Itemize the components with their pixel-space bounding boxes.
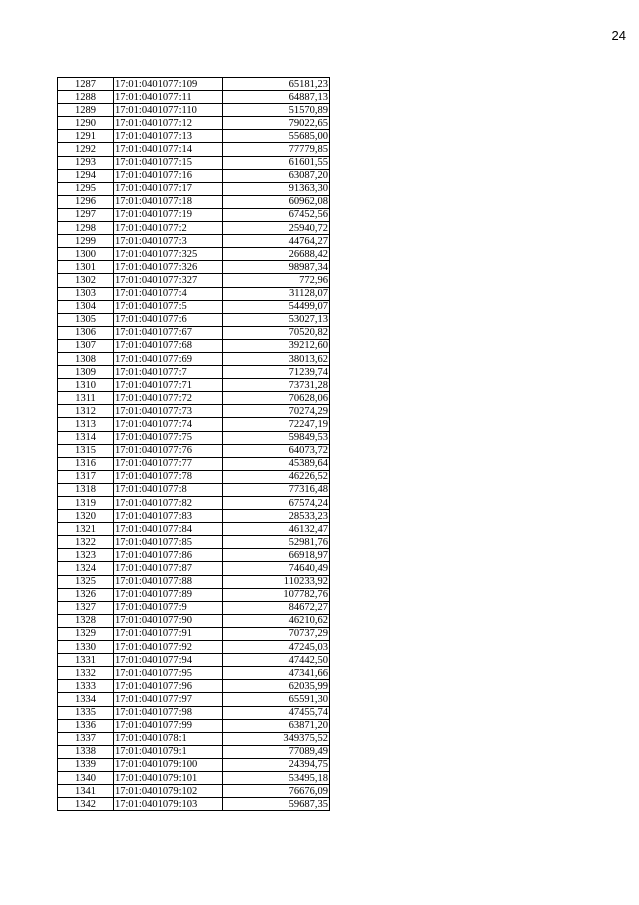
value-cell: 53495,18 — [223, 771, 330, 784]
cadastral-id-cell: 17:01:0401077:88 — [114, 575, 223, 588]
row-number-cell: 1298 — [58, 222, 114, 235]
cadastral-id-cell: 17:01:0401077:18 — [114, 195, 223, 208]
table-row — [58, 575, 330, 588]
value-cell: 76676,09 — [223, 785, 330, 798]
row-number-cell: 1299 — [58, 235, 114, 248]
value-cell: 46226,52 — [223, 470, 330, 483]
table-row — [58, 274, 330, 287]
table-row — [58, 78, 330, 91]
cadastral-id-cell: 17:01:0401077:73 — [114, 405, 223, 418]
value-cell: 51570,89 — [223, 104, 330, 117]
table-row — [58, 182, 330, 195]
table-row — [58, 483, 330, 496]
cadastral-id-cell: 17:01:0401077:7 — [114, 366, 223, 379]
cadastral-id-cell: 17:01:0401077:90 — [114, 614, 223, 627]
cadastral-id-cell: 17:01:0401078:1 — [114, 732, 223, 745]
value-cell: 66918,97 — [223, 549, 330, 562]
row-number-cell: 1333 — [58, 680, 114, 693]
row-number-cell: 1311 — [58, 392, 114, 405]
value-cell: 53027,13 — [223, 313, 330, 326]
row-number-cell: 1319 — [58, 497, 114, 510]
cadastral-id-cell: 17:01:0401077:327 — [114, 274, 223, 287]
row-number-cell: 1316 — [58, 457, 114, 470]
table-row — [58, 641, 330, 654]
row-number-cell: 1338 — [58, 745, 114, 758]
table-row — [58, 156, 330, 169]
cadastral-id-cell: 17:01:0401077:12 — [114, 117, 223, 130]
table-row — [58, 208, 330, 221]
cadastral-id-cell: 17:01:0401077:78 — [114, 470, 223, 483]
cadastral-id-cell: 17:01:0401077:82 — [114, 497, 223, 510]
row-number-cell: 1339 — [58, 758, 114, 771]
table-row — [58, 261, 330, 274]
value-cell: 44764,27 — [223, 235, 330, 248]
value-cell: 47442,50 — [223, 654, 330, 667]
row-number-cell: 1305 — [58, 313, 114, 326]
cadastral-id-cell: 17:01:0401077:89 — [114, 588, 223, 601]
row-number-cell: 1336 — [58, 719, 114, 732]
row-number-cell: 1296 — [58, 195, 114, 208]
table-row — [58, 549, 330, 562]
table-row — [58, 523, 330, 536]
value-cell: 70737,29 — [223, 627, 330, 640]
row-number-cell: 1342 — [58, 798, 114, 811]
value-cell: 772,96 — [223, 274, 330, 287]
cadastral-id-cell: 17:01:0401077:83 — [114, 510, 223, 523]
page-number: 24 — [611, 28, 626, 43]
table-row — [58, 300, 330, 313]
value-cell: 62035,99 — [223, 680, 330, 693]
cadastral-id-cell: 17:01:0401077:326 — [114, 261, 223, 274]
table-row — [58, 130, 330, 143]
value-cell: 63087,20 — [223, 169, 330, 182]
value-cell: 65591,30 — [223, 693, 330, 706]
table-row — [58, 287, 330, 300]
cadastral-id-cell: 17:01:0401077:109 — [114, 78, 223, 91]
row-number-cell: 1329 — [58, 627, 114, 640]
table-row — [58, 745, 330, 758]
row-number-cell: 1287 — [58, 78, 114, 91]
cadastral-id-cell: 17:01:0401077:14 — [114, 143, 223, 156]
cadastral-id-cell: 17:01:0401079:1 — [114, 745, 223, 758]
cadastral-id-cell: 17:01:0401079:101 — [114, 771, 223, 784]
table-row — [58, 680, 330, 693]
cadastral-id-cell: 17:01:0401077:91 — [114, 627, 223, 640]
table-row — [58, 510, 330, 523]
cadastral-value-table — [57, 77, 330, 811]
row-number-cell: 1326 — [58, 588, 114, 601]
cadastral-id-cell: 17:01:0401077:4 — [114, 287, 223, 300]
table-row — [58, 418, 330, 431]
table-row — [58, 366, 330, 379]
value-cell: 59687,35 — [223, 798, 330, 811]
value-cell: 55685,00 — [223, 130, 330, 143]
cadastral-id-cell: 17:01:0401077:75 — [114, 431, 223, 444]
table-row — [58, 339, 330, 352]
cadastral-id-cell: 17:01:0401079:102 — [114, 785, 223, 798]
cadastral-id-cell: 17:01:0401077:77 — [114, 457, 223, 470]
cadastral-id-cell: 17:01:0401077:96 — [114, 680, 223, 693]
row-number-cell: 1308 — [58, 352, 114, 365]
row-number-cell: 1289 — [58, 104, 114, 117]
table-row — [58, 719, 330, 732]
table-row — [58, 444, 330, 457]
cadastral-id-cell: 17:01:0401077:11 — [114, 91, 223, 104]
row-number-cell: 1288 — [58, 91, 114, 104]
cadastral-id-cell: 17:01:0401077:99 — [114, 719, 223, 732]
value-cell: 77316,48 — [223, 483, 330, 496]
row-number-cell: 1310 — [58, 379, 114, 392]
value-cell: 79022,65 — [223, 117, 330, 130]
cadastral-id-cell: 17:01:0401077:6 — [114, 313, 223, 326]
row-number-cell: 1291 — [58, 130, 114, 143]
value-cell: 110233,92 — [223, 575, 330, 588]
table-row — [58, 732, 330, 745]
cadastral-id-cell: 17:01:0401077:110 — [114, 104, 223, 117]
table-row — [58, 235, 330, 248]
table-row — [58, 169, 330, 182]
cadastral-id-cell: 17:01:0401077:17 — [114, 182, 223, 195]
value-cell: 77089,49 — [223, 745, 330, 758]
row-number-cell: 1306 — [58, 326, 114, 339]
table-row — [58, 798, 330, 811]
value-cell: 39212,60 — [223, 339, 330, 352]
row-number-cell: 1300 — [58, 248, 114, 261]
row-number-cell: 1295 — [58, 182, 114, 195]
cadastral-id-cell: 17:01:0401077:72 — [114, 392, 223, 405]
cadastral-id-cell: 17:01:0401079:103 — [114, 798, 223, 811]
value-cell: 26688,42 — [223, 248, 330, 261]
value-cell: 24394,75 — [223, 758, 330, 771]
row-number-cell: 1322 — [58, 536, 114, 549]
value-cell: 38013,62 — [223, 352, 330, 365]
table-row — [58, 497, 330, 510]
value-cell: 47455,74 — [223, 706, 330, 719]
row-number-cell: 1320 — [58, 510, 114, 523]
cadastral-id-cell: 17:01:0401077:68 — [114, 339, 223, 352]
row-number-cell: 1317 — [58, 470, 114, 483]
value-cell: 70274,29 — [223, 405, 330, 418]
table-row — [58, 771, 330, 784]
row-number-cell: 1307 — [58, 339, 114, 352]
table-row — [58, 785, 330, 798]
table-row — [58, 667, 330, 680]
row-number-cell: 1332 — [58, 667, 114, 680]
row-number-cell: 1290 — [58, 117, 114, 130]
row-number-cell: 1303 — [58, 287, 114, 300]
row-number-cell: 1315 — [58, 444, 114, 457]
table-row — [58, 457, 330, 470]
value-cell: 107782,76 — [223, 588, 330, 601]
value-cell: 28533,23 — [223, 510, 330, 523]
table-row — [58, 117, 330, 130]
cadastral-id-cell: 17:01:0401077:19 — [114, 208, 223, 221]
cadastral-id-cell: 17:01:0401077:2 — [114, 222, 223, 235]
table-row — [58, 248, 330, 261]
value-cell: 54499,07 — [223, 300, 330, 313]
cadastral-id-cell: 17:01:0401077:9 — [114, 601, 223, 614]
row-number-cell: 1294 — [58, 169, 114, 182]
cadastral-id-cell: 17:01:0401077:95 — [114, 667, 223, 680]
cadastral-id-cell: 17:01:0401079:100 — [114, 758, 223, 771]
value-cell: 91363,30 — [223, 182, 330, 195]
value-cell: 77779,85 — [223, 143, 330, 156]
value-cell: 72247,19 — [223, 418, 330, 431]
value-cell: 74640,49 — [223, 562, 330, 575]
table-row — [58, 352, 330, 365]
value-cell: 67574,24 — [223, 497, 330, 510]
value-cell: 46132,47 — [223, 523, 330, 536]
value-cell: 47245,03 — [223, 641, 330, 654]
row-number-cell: 1302 — [58, 274, 114, 287]
row-number-cell: 1312 — [58, 405, 114, 418]
cadastral-id-cell: 17:01:0401077:86 — [114, 549, 223, 562]
row-number-cell: 1321 — [58, 523, 114, 536]
row-number-cell: 1318 — [58, 483, 114, 496]
table-row — [58, 536, 330, 549]
table-row — [58, 758, 330, 771]
table-body — [58, 78, 330, 811]
cadastral-id-cell: 17:01:0401077:69 — [114, 352, 223, 365]
cadastral-id-cell: 17:01:0401077:5 — [114, 300, 223, 313]
row-number-cell: 1314 — [58, 431, 114, 444]
table-row — [58, 601, 330, 614]
row-number-cell: 1328 — [58, 614, 114, 627]
row-number-cell: 1335 — [58, 706, 114, 719]
row-number-cell: 1293 — [58, 156, 114, 169]
table-row — [58, 470, 330, 483]
value-cell: 59849,53 — [223, 431, 330, 444]
cadastral-id-cell: 17:01:0401077:325 — [114, 248, 223, 261]
table-row — [58, 614, 330, 627]
cadastral-id-cell: 17:01:0401077:97 — [114, 693, 223, 706]
cadastral-id-cell: 17:01:0401077:74 — [114, 418, 223, 431]
cadastral-id-cell: 17:01:0401077:84 — [114, 523, 223, 536]
row-number-cell: 1313 — [58, 418, 114, 431]
value-cell: 65181,23 — [223, 78, 330, 91]
table-row — [58, 326, 330, 339]
value-cell: 31128,07 — [223, 287, 330, 300]
table-row — [58, 143, 330, 156]
row-number-cell: 1297 — [58, 208, 114, 221]
row-number-cell: 1323 — [58, 549, 114, 562]
table-row — [58, 588, 330, 601]
value-cell: 67452,56 — [223, 208, 330, 221]
row-number-cell: 1337 — [58, 732, 114, 745]
value-cell: 52981,76 — [223, 536, 330, 549]
value-cell: 84672,27 — [223, 601, 330, 614]
row-number-cell: 1324 — [58, 562, 114, 575]
row-number-cell: 1292 — [58, 143, 114, 156]
value-cell: 25940,72 — [223, 222, 330, 235]
table-row — [58, 313, 330, 326]
cadastral-id-cell: 17:01:0401077:3 — [114, 235, 223, 248]
cadastral-id-cell: 17:01:0401077:94 — [114, 654, 223, 667]
table-row — [58, 91, 330, 104]
row-number-cell: 1304 — [58, 300, 114, 313]
table-row — [58, 195, 330, 208]
cadastral-id-cell: 17:01:0401077:98 — [114, 706, 223, 719]
cadastral-id-cell: 17:01:0401077:67 — [114, 326, 223, 339]
table-row — [58, 392, 330, 405]
cadastral-id-cell: 17:01:0401077:16 — [114, 169, 223, 182]
row-number-cell: 1301 — [58, 261, 114, 274]
value-cell: 349375,52 — [223, 732, 330, 745]
value-cell: 70520,82 — [223, 326, 330, 339]
table-row — [58, 706, 330, 719]
value-cell: 47341,66 — [223, 667, 330, 680]
cadastral-id-cell: 17:01:0401077:85 — [114, 536, 223, 549]
table-row — [58, 431, 330, 444]
table-row — [58, 405, 330, 418]
value-cell: 60962,08 — [223, 195, 330, 208]
cadastral-id-cell: 17:01:0401077:87 — [114, 562, 223, 575]
cadastral-id-cell: 17:01:0401077:13 — [114, 130, 223, 143]
table-row — [58, 693, 330, 706]
value-cell: 63871,20 — [223, 719, 330, 732]
value-cell: 64073,72 — [223, 444, 330, 457]
row-number-cell: 1325 — [58, 575, 114, 588]
row-number-cell: 1340 — [58, 771, 114, 784]
row-number-cell: 1309 — [58, 366, 114, 379]
row-number-cell: 1330 — [58, 641, 114, 654]
table-row — [58, 627, 330, 640]
table-row — [58, 104, 330, 117]
value-cell: 73731,28 — [223, 379, 330, 392]
value-cell: 45389,64 — [223, 457, 330, 470]
table-row — [58, 222, 330, 235]
cadastral-id-cell: 17:01:0401077:92 — [114, 641, 223, 654]
value-cell: 64887,13 — [223, 91, 330, 104]
row-number-cell: 1327 — [58, 601, 114, 614]
value-cell: 71239,74 — [223, 366, 330, 379]
value-cell: 61601,55 — [223, 156, 330, 169]
value-cell: 46210,62 — [223, 614, 330, 627]
value-cell: 98987,34 — [223, 261, 330, 274]
table-row — [58, 379, 330, 392]
cadastral-id-cell: 17:01:0401077:15 — [114, 156, 223, 169]
row-number-cell: 1331 — [58, 654, 114, 667]
row-number-cell: 1334 — [58, 693, 114, 706]
table-row — [58, 654, 330, 667]
table-row — [58, 562, 330, 575]
cadastral-id-cell: 17:01:0401077:8 — [114, 483, 223, 496]
row-number-cell: 1341 — [58, 785, 114, 798]
value-cell: 70628,06 — [223, 392, 330, 405]
cadastral-id-cell: 17:01:0401077:71 — [114, 379, 223, 392]
cadastral-id-cell: 17:01:0401077:76 — [114, 444, 223, 457]
